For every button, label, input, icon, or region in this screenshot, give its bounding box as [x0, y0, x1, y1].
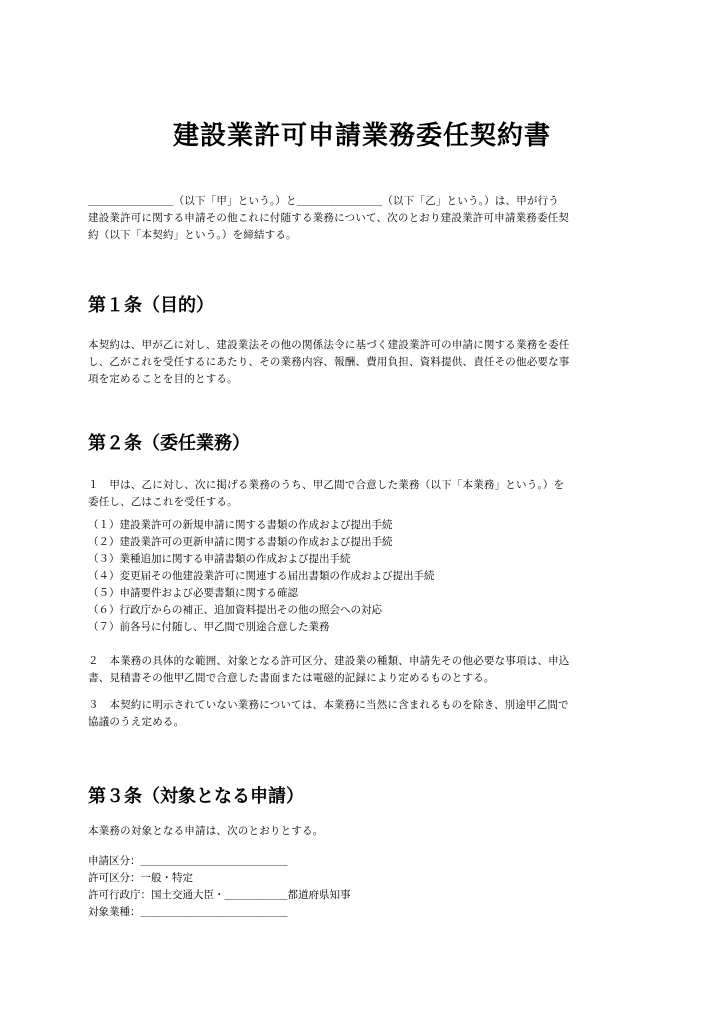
article-3-line: 本業務の対象となる申請は、次のとおりとする。	[88, 825, 324, 837]
article-2-paragraph-1	[88, 477, 640, 511]
target-business-field: 対象業種：＿＿＿＿＿＿＿＿＿＿＿＿＿＿	[88, 906, 288, 918]
preamble-line: 建設業許可に関する申請その他これに付随する業務について、次のとおり建設業許可申請業務委任契	[88, 212, 570, 224]
list-item: （２）建設業許可の更新申請に関する書類の作成および提出手続	[88, 536, 393, 548]
article-2-p1-line: 委任し、乙はこれを受任する。	[88, 496, 238, 508]
list-item: （１）建設業許可の新規申請に関する書類の作成および提出手続	[88, 519, 393, 531]
article-2-heading: 第２条（委任業務）	[88, 433, 250, 454]
application-type-field: 申請区分：＿＿＿＿＿＿＿＿＿＿＿＿＿＿	[88, 855, 288, 867]
list-item: （６）行政庁からの補正、追加資料提出その他の照会への対応	[88, 604, 382, 616]
article-2-item-list	[88, 517, 640, 636]
article-2-p2-line: 書、見積書その他甲乙間で合意した書面または電磁的記録により定めるものとする。	[88, 672, 495, 684]
article-2-paragraph-2	[88, 653, 640, 687]
article-1-heading: 第１条（目的）	[88, 295, 214, 316]
article-2-p2-line: ２ 本業務の具体的な範囲、対象となる許可区分、建設業の種類、申請先その他必要な事項は、申込	[88, 655, 570, 667]
article-2-p3-line: ３ 本契約に明示されていない業務については、本業務に当然に含まれるものを除き、別途甲乙間で	[88, 699, 569, 711]
license-type-field: 許可区分：一般・特定	[88, 872, 193, 884]
licensing-authority-field: 許可行政庁：国土交通大臣・＿＿＿＿＿＿都道府県知事	[88, 889, 351, 901]
list-item: （７）前各号に付随し、甲乙間で別途合意した業務	[88, 621, 330, 633]
article-2-p3-line: 協議のうえ定める。	[88, 716, 185, 728]
article-3-heading: 第３条（対象となる申請）	[88, 786, 304, 807]
article-3-field-list	[88, 853, 351, 921]
article-1-line: し、乙がこれを受任するにあたり、その業務内容、報酬、費用負担、資料提供、責任その他必要な事	[88, 356, 570, 368]
preamble-line: ＿＿＿＿＿＿＿＿（以下「甲」という。）と＿＿＿＿＿＿＿＿（以下「乙」という。）は、甲が行う	[88, 195, 559, 207]
list-item: （３）業種追加に関する申請書類の作成および提出手続	[88, 553, 351, 565]
article-3-body	[88, 823, 640, 840]
list-item: （４）変更届その他建設業許可に関連する届出書類の作成および提出手続	[88, 570, 435, 582]
document-title: 建設業許可申請業務委任契約書	[172, 121, 551, 151]
article-2-paragraph-3	[88, 697, 640, 731]
preamble-line: 約（以下「本契約」という。）を締結する。	[88, 229, 297, 241]
article-2-p1-line: １ 甲は、乙に対し、次に掲げる業務のうち、甲乙間で合意した業務（以下「本業務」という。）を	[88, 479, 565, 491]
list-item: （５）申請要件および必要書類に関する確認	[88, 587, 298, 599]
article-1-line: 項を定めることを目的とする。	[88, 373, 238, 385]
preamble-paragraph	[88, 193, 640, 244]
article-1-body	[88, 337, 640, 388]
article-1-line: 本契約は、甲が乙に対し、建設業法その他の関係法令に基づく建設業許可の申請に関する業務を委任	[88, 339, 570, 351]
